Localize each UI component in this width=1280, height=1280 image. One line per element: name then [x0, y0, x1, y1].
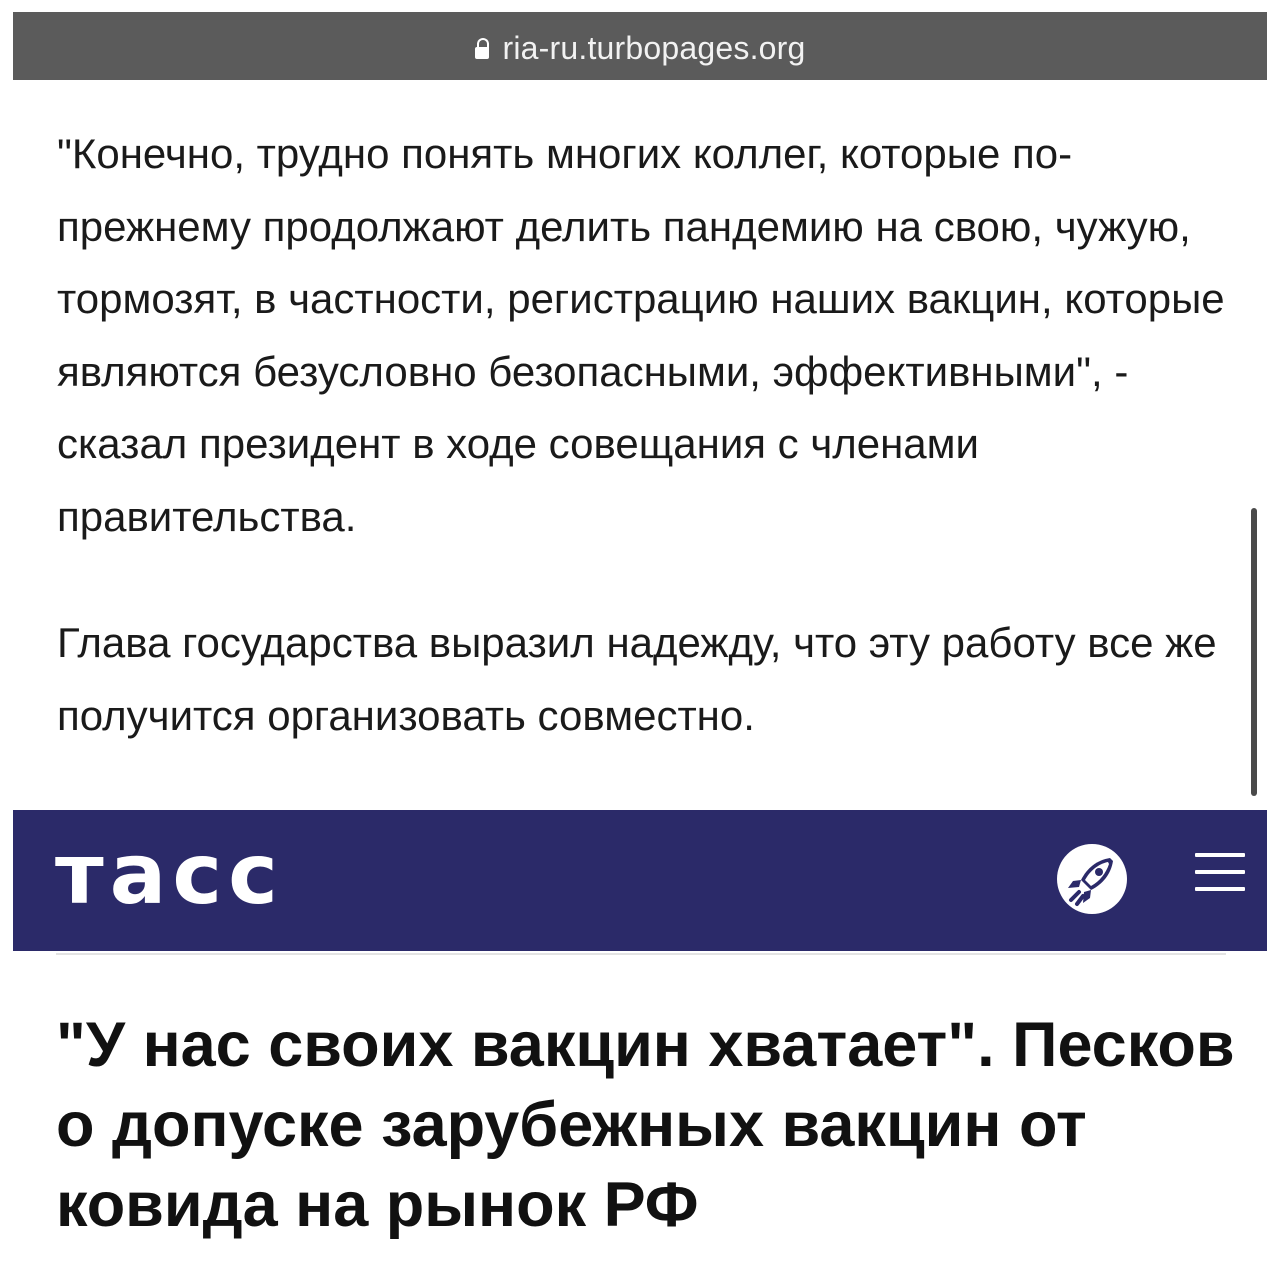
divider — [56, 953, 1226, 955]
url-text[interactable]: ria-ru.turbopages.org — [502, 30, 806, 66]
article-paragraph: "Конечно, трудно понять многих коллег, которые по-прежнему продолжают делить пандемию на свою, чужую, тормозят, в частности, регистрацию наших вакцин, которые являются безусловно безопасными, эффективными", - сказал президент в ходе совещания с членами правительства. — [57, 130, 1225, 540]
lock-icon — [474, 38, 490, 60]
browser-address-bar[interactable] — [13, 12, 1267, 80]
rocket-icon[interactable] — [1053, 840, 1131, 918]
tass-header — [13, 810, 1267, 951]
article-paragraph: Глава государства выразил надежду, что эту работу все же получится организовать совместно. — [57, 619, 1217, 739]
menu-icon[interactable] — [1195, 853, 1245, 895]
url-container[interactable] — [474, 30, 805, 67]
tass-logo[interactable]: тасс — [55, 825, 284, 923]
article-headline: "У нас своих вакцин хватает". Песков о допуске зарубежных вакцин от ковида на рынок РФ — [56, 1010, 1235, 1240]
scrollbar[interactable] — [1251, 508, 1257, 796]
article-body — [57, 118, 1227, 798]
